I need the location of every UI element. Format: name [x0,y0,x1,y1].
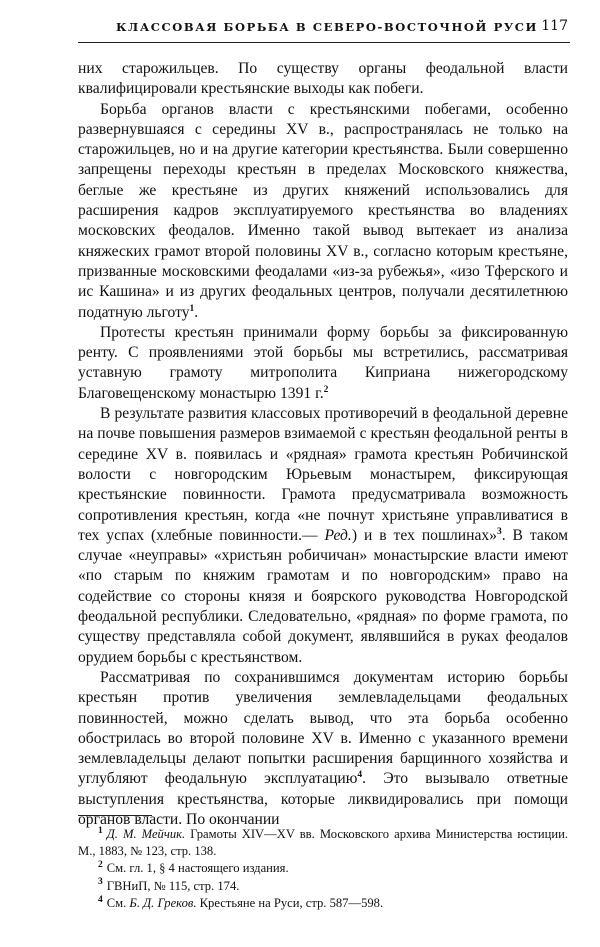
footnote: $^2$ См. гл. 1, § 4 настоящего издания. [98,860,289,876]
paragraph: Борьба органов власти с крестьянскими побегами, особенно развернувшаяся с середины XV в., распространялась не только на старожильцев, но и на другие категории крестьянства. Были совершенно запрещены переходы крестьян в пределах Московского княжества, беглые же крестьяне из других княжений использовались для расширения кадров эксплуатируемого крестьянства во владениях московских феодалов. Именно такой вывод вытекает из анализа княжеских грамот второй половины XV в., согласно которым крестьяне, призванные московскими феодалами «из-за рубежья», «изо Тферского и ис Кашина» и из других феодальных центров, получали десятилетнюю податную льготу$^1$. [78,100,568,321]
footnote-ref: 3 [496,526,502,537]
running-title: КЛАССОВАЯ БОРЬБА В СЕВЕРО-ВОСТОЧНОЙ РУСИ [116,20,539,34]
body-text [78,59,568,830]
page-header [78,16,570,43]
footnote-ref: 4 [357,770,363,781]
paragraph: Протесты крестьян принимали форму борьбы за фиксированную ренту. С проявлениями этой борьбы мы встретились, рассматривая уставную грамоту митрополита Киприана нижегородскому Благовещенскому монастырю 1391 г.$^2$ [78,323,568,402]
paragraph: них старожильцев. По существу органы феодальной власти квалифицировали крестьянские выходы как побеги. [78,60,568,98]
footnotes [78,826,568,912]
editor-note: Ред. [324,526,352,544]
paragraph: Рассматривая по сохранившимся документам историю борьбы крестьян против увеличения землевладельцами феодальных повинностей, можно сделать вывод, что эта борьба особенно обострилась во второй половине XV в. Именно с указанного времени землевладельцы делают попытки расширения барщинного хозяйства и углубляют феодальную эксплуатацию$^4$. Это вызывало ответные выступления крестьянства, которые ликвидировались при помощи органов власти. По окончании [78,668,568,828]
footnote-divider [78,815,152,816]
footnote-ref: 2 [323,384,329,395]
paragraph: В результате развития классовых противоречий в феодальной деревне на почве повышения размеров взимаемой с крестьян феодальной ренты в середине XV в. появилась и «рядная» грамота крестьян Робичинской волости с новгородским Юрьевым монастырем, фиксирующая крестьянские повинности. Грамота предусматривала возможность сопротивления крестьян, когда «не почнут христьяне управливатися в тех успах (хлебные повинности.— Ред.) и в тех пошлинах»$^3$. В таком случае «неуправы» «христьян робичичан» монастырские власти имеют «по старым по княжим грамотам и по новгородским» право на содействие со стороны князя и боярского руководства Новгородской феодальной республики. Следовательно, «рядная» по форме грамота, по существу представляла собой документ, являвшийся в руках феодалов орудием борьбы с крестьянством. [78,405,568,666]
footnote: $^4$ См. Б. Д. Греков. Крестьяне на Руси, стр. 587—598. [98,894,384,910]
footnote: $^1$ Д. М. Мейчик. Грамоты XIV—XV вв. Московского архива Министерства юстиции. М., 1883, № 123, стр. 138. [78,825,569,859]
footnote: $^3$ ГВНиП, № 115, стр. 174. [98,877,240,893]
footnote-ref: 1 [189,303,195,314]
page-number: 117 [541,18,568,34]
